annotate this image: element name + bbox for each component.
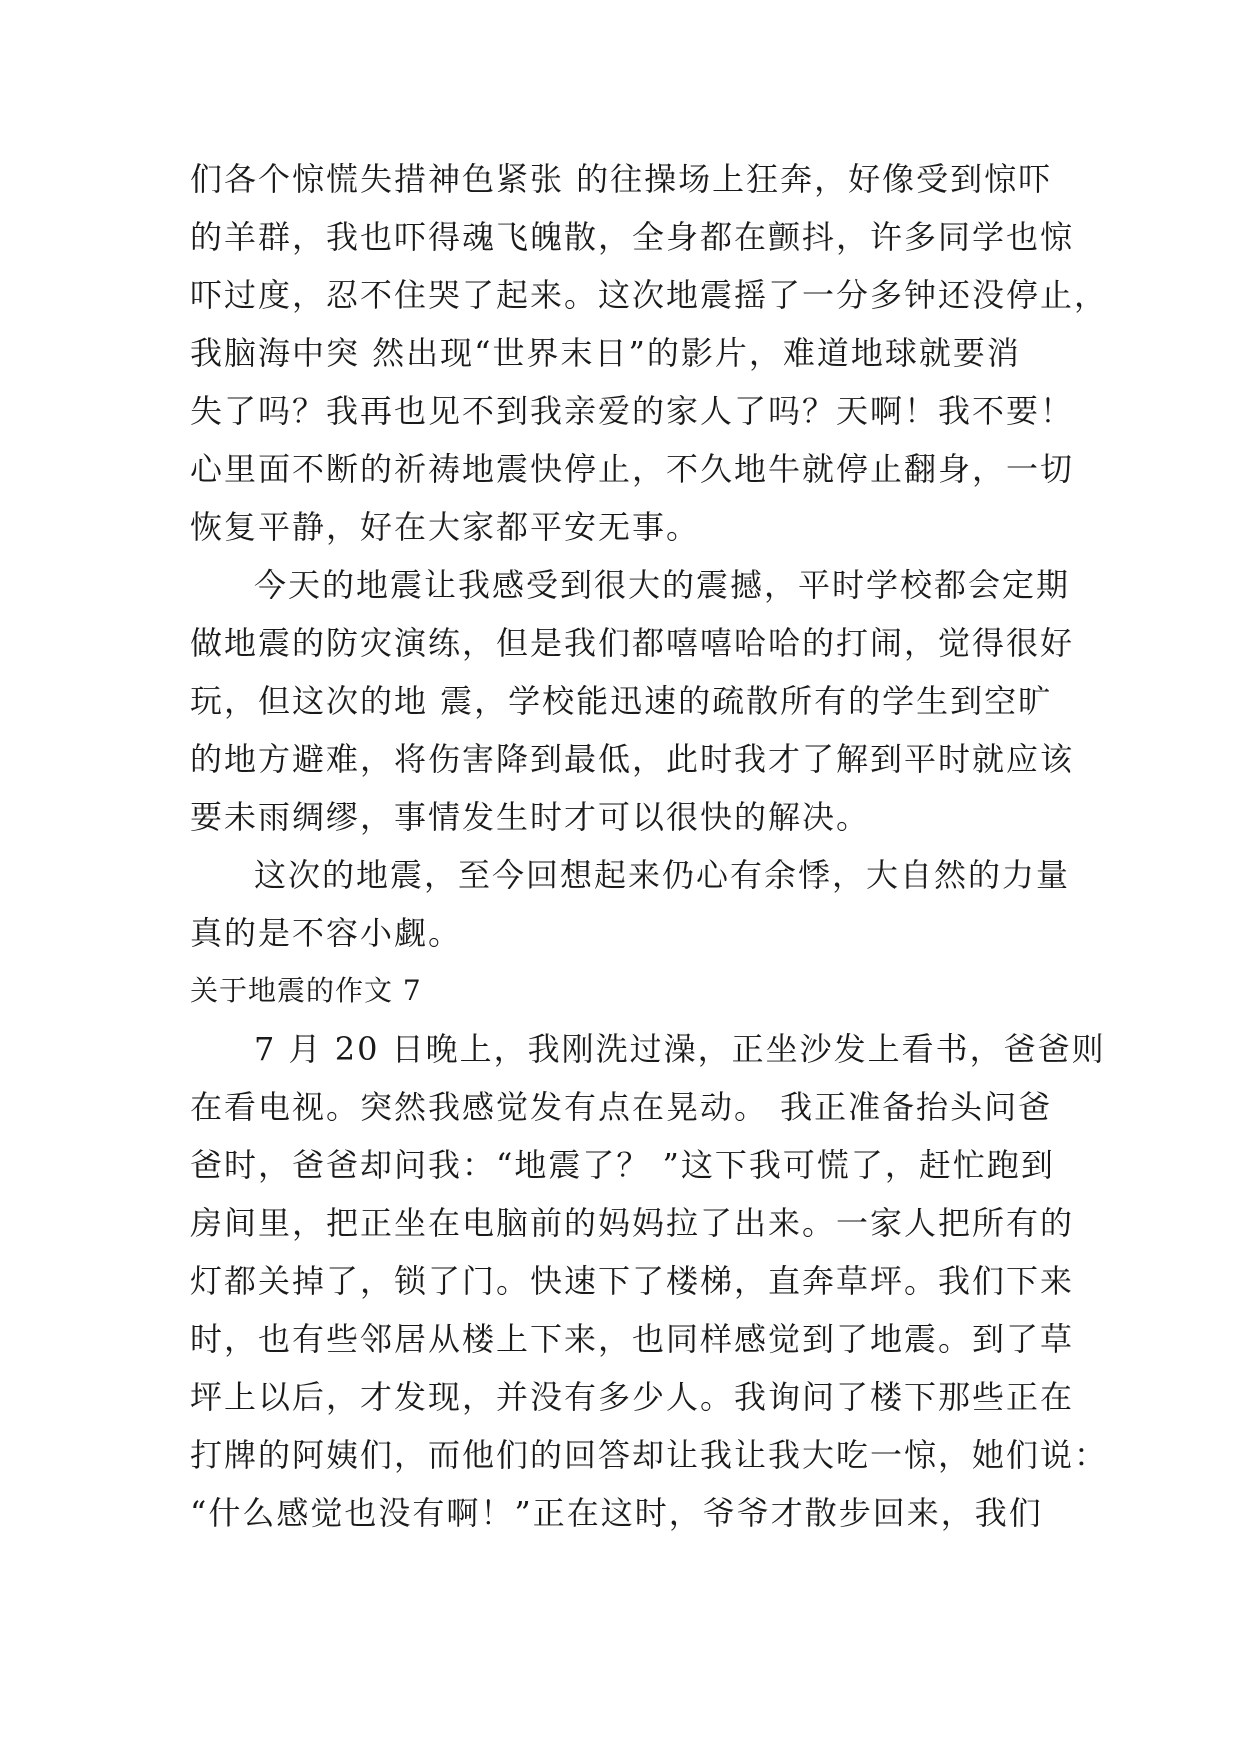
- text-line: 们各个惊慌失措神色紧张 的往操场上狂奔，好像受到惊吓: [190, 160, 1053, 198]
- text-line: 在看电视。突然我感觉发有点在晃动。 我正准备抬头问爸: [190, 1088, 1053, 1126]
- text-line: 要未雨绸缪，事情发生时才可以很快的解决。: [190, 798, 871, 836]
- text-line: 做地震的防灾演练，但是我们都嘻嘻哈哈的打闹，觉得很好: [190, 624, 1075, 662]
- text-line: 恢复平静，好在大家都平安无事。: [190, 508, 701, 546]
- paragraph-first-line: 今天的地震让我感受到很大的震撼，平时学校都会定期: [254, 566, 1071, 604]
- text-line: 爸时，爸爸却问我：“地震了？ ”这下我可慌了，赶忙跑到: [190, 1146, 1055, 1184]
- text-line: 房间里，把正坐在电脑前的妈妈拉了出来。一家人把所有的: [190, 1204, 1075, 1242]
- text-line: 的羊群，我也吓得魂飞魄散，全身都在颤抖，许多同学也惊: [190, 218, 1075, 256]
- text-line: 时，也有些邻居从楼上下来，也同样感觉到了地震。到了草: [190, 1320, 1075, 1358]
- paragraph-first-line: 7 月 20 日晚上，我刚洗过澡，正坐沙发上看书，爸爸则: [254, 1030, 1106, 1068]
- text-line: 吓过度，忍不住哭了起来。这次地震摇了一分多钟还没停止，: [190, 276, 1109, 314]
- text-line: 打牌的阿姨们，而他们的回答却让我让我大吃一惊，她们说：: [190, 1436, 1109, 1474]
- text-line: 坪上以后，才发现，并没有多少人。我询问了楼下那些正在: [190, 1378, 1075, 1416]
- text-line: 心里面不断的祈祷地震快停止，不久地牛就停止翻身，一切: [190, 450, 1075, 488]
- text-line: 真的是不容小觑。: [190, 914, 463, 952]
- essay-heading: 关于地震的作文 7: [190, 974, 422, 1007]
- text-line: 玩，但这次的地 震，学校能迅速的疏散所有的学生到空旷: [190, 682, 1053, 720]
- text-line: 的地方避难，将伤害降到最低，此时我才了解到平时就应该: [190, 740, 1075, 778]
- paragraph-first-line: 这次的地震，至今回想起来仍心有余悸，大自然的力量: [254, 856, 1071, 894]
- text-line: 失了吗？我再也见不到我亲爱的家人了吗？天啊！我不要！: [190, 392, 1075, 430]
- text-line: 灯都关掉了，锁了门。快速下了楼梯，直奔草坪。我们下来: [190, 1262, 1075, 1300]
- essay-body: [190, 150, 1109, 1542]
- text-line: “什么感觉也没有啊！”正在这时，爷爷才散步回来，我们: [190, 1494, 1043, 1532]
- text-line: 我脑海中突 然出现“世界末日”的影片，难道地球就要消: [190, 334, 1021, 372]
